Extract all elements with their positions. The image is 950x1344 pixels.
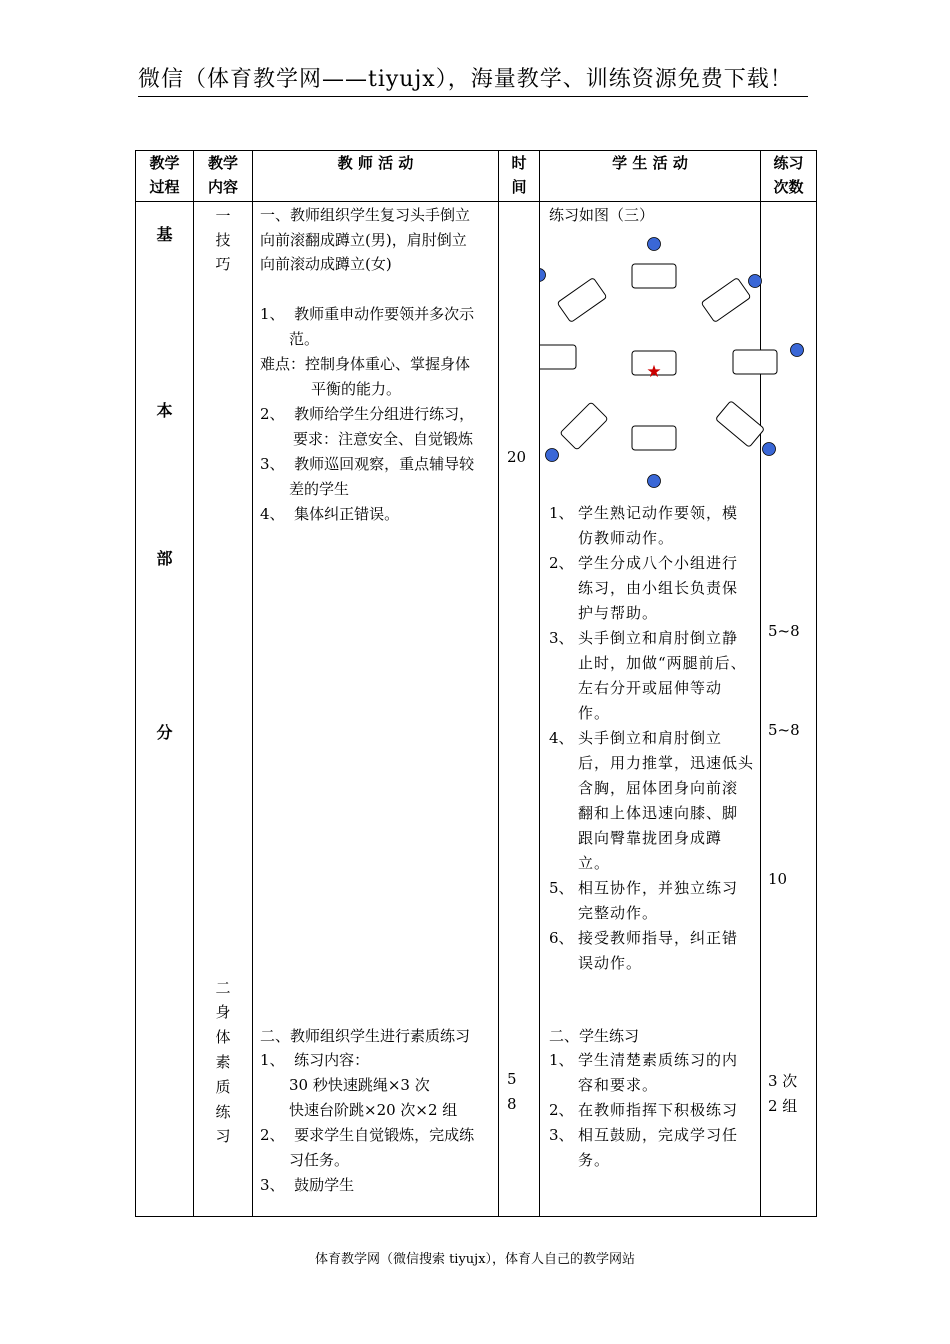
teacher-item: 1、 教师重申动作要领并多次示 bbox=[260, 305, 475, 323]
student-item-line: 护与帮助。 bbox=[578, 604, 659, 622]
header-process bbox=[136, 151, 194, 202]
teacher-difficulty: 难点：控制身体重心、掌握身体 bbox=[260, 355, 471, 373]
page-header-title: 微信（体育教学网——tiyujx），海量教学、训练资源免费下载！ bbox=[138, 67, 793, 92]
teacher-intro-line: 向前滚动成蹲立(女) bbox=[260, 255, 392, 273]
student-item-line: 后，用力推掌，迅速低头 bbox=[578, 754, 755, 772]
header-student: 学 生 活 动 bbox=[540, 151, 761, 202]
student-item-line: 含胸，屈体团身向前滚 bbox=[578, 779, 739, 797]
student-cell bbox=[540, 202, 761, 1217]
page-footer: 体育教学网（微信搜索 tiyujx），体育人自己的教学网站 bbox=[314, 1252, 636, 1267]
header-reps-line1: 练习 bbox=[773, 154, 804, 172]
student-item-line: 练习，由小组长负责保 bbox=[578, 579, 739, 597]
teacher-item: 差的学生 bbox=[289, 480, 350, 498]
header-process-line2: 过程 bbox=[149, 178, 180, 196]
student-item-line: 相互鼓励，完成学习任 bbox=[578, 1126, 739, 1144]
student-item-line: 跟向臀靠拢团身成蹲 bbox=[578, 829, 723, 847]
mat bbox=[701, 278, 751, 323]
teacher2-subitem: 快速台阶跳×20 次×2 组 bbox=[289, 1101, 458, 1119]
time-value: 20 bbox=[507, 448, 527, 466]
teacher2-subitem: 30 秒快速跳绳×3 次 bbox=[289, 1076, 430, 1094]
teacher-intro-line: 一、教师组织学生复习头手倒立 bbox=[260, 206, 471, 224]
student-dot bbox=[648, 475, 661, 488]
header-teacher: 教 师 活 动 bbox=[253, 151, 499, 202]
content-char: 巧 bbox=[215, 255, 231, 273]
student-item-number: 6、 bbox=[549, 929, 574, 947]
teacher-intro-line: 向前滚翻成蹲立(男)，肩肘倒立 bbox=[260, 231, 467, 249]
student-item-line: 学生清楚素质练习的内 bbox=[578, 1051, 739, 1069]
header-content bbox=[194, 151, 253, 202]
student-item-line: 作。 bbox=[578, 704, 611, 722]
student-item-number: 2、 bbox=[549, 1101, 574, 1119]
student-item-line: 误动作。 bbox=[578, 954, 643, 972]
header-time bbox=[499, 151, 540, 202]
header-reps-line2: 次数 bbox=[773, 178, 804, 196]
student-item-line: 止时，加做“两腿前后、 bbox=[578, 654, 747, 672]
student2-intro: 二、学生练习 bbox=[549, 1027, 640, 1045]
student-item-line: 立。 bbox=[578, 854, 611, 872]
student-item-line: 学生熟记动作要领，模 bbox=[578, 504, 739, 522]
mat bbox=[540, 345, 576, 369]
content-cell bbox=[194, 202, 253, 1217]
process-char: 分 bbox=[156, 723, 173, 742]
table-header-row bbox=[136, 151, 817, 202]
student-dot bbox=[648, 238, 661, 251]
process-char: 本 bbox=[156, 401, 173, 420]
student-item-number: 1、 bbox=[549, 1051, 574, 1069]
student-item-line: 翻和上体迅速向膝、脚 bbox=[578, 804, 739, 822]
student-item-number: 1、 bbox=[549, 504, 574, 522]
student-dot bbox=[749, 275, 762, 288]
header-content-line2: 内容 bbox=[207, 178, 238, 196]
student-item-line: 容和要求。 bbox=[578, 1076, 659, 1094]
teacher-item: 3、 教师巡回观察，重点辅导较 bbox=[260, 455, 475, 473]
content-char: 练 bbox=[215, 1103, 231, 1121]
header-reps bbox=[761, 151, 817, 202]
teacher-item: 4、 集体纠正错误。 bbox=[260, 505, 400, 523]
reps-value: 2 组 bbox=[768, 1097, 798, 1115]
content-char: 素 bbox=[215, 1053, 231, 1071]
teacher-item: 2、 教师给学生分组进行练习， bbox=[260, 405, 475, 423]
reps-value: 3 次 bbox=[768, 1072, 798, 1090]
content-char: 技 bbox=[215, 231, 231, 249]
student-item-line: 在教师指挥下积极练习 bbox=[578, 1101, 739, 1119]
student-item-line: 头手倒立和肩肘倒立静 bbox=[578, 629, 739, 647]
header-content-line1: 教学 bbox=[207, 154, 238, 172]
table-body-row bbox=[136, 202, 817, 1217]
student-dot bbox=[540, 269, 546, 282]
reps-value: 5~8 bbox=[768, 622, 800, 640]
teacher2-item: 1、 练习内容： bbox=[260, 1051, 370, 1069]
header-underline bbox=[138, 96, 808, 97]
mat bbox=[715, 401, 764, 448]
header-process-line1: 教学 bbox=[149, 154, 180, 172]
teacher2-item: 2、 要求学生自觉锻炼，完成练 bbox=[260, 1126, 475, 1144]
student-item-number: 5、 bbox=[549, 879, 574, 897]
teacher2-item: 习任务。 bbox=[289, 1151, 350, 1169]
student-item-number: 3、 bbox=[549, 1126, 574, 1144]
student-item-line: 务。 bbox=[578, 1151, 611, 1169]
content-char: 一 bbox=[215, 207, 231, 225]
mat bbox=[560, 402, 608, 450]
teacher-cell bbox=[253, 202, 499, 1217]
content-char: 质 bbox=[215, 1078, 231, 1096]
student-item-line: 左右分开或屈伸等动 bbox=[578, 679, 723, 697]
teacher2-intro: 二、教师组织学生进行素质练习 bbox=[260, 1027, 471, 1045]
process-cell bbox=[136, 202, 194, 1217]
student-item-line: 接受教师指导，纠正错 bbox=[578, 929, 739, 947]
student-item-number: 4、 bbox=[549, 729, 574, 747]
reps-value: 10 bbox=[768, 870, 788, 888]
student-dot bbox=[546, 449, 559, 462]
teacher-item: 范。 bbox=[289, 330, 320, 348]
time-cell bbox=[499, 202, 540, 1217]
diagram-caption: 练习如图（三） bbox=[549, 206, 655, 224]
content-char: 身 bbox=[215, 1003, 231, 1021]
teacher-star-icon: ★ bbox=[646, 362, 662, 382]
student-item-number: 3、 bbox=[549, 629, 574, 647]
teacher-difficulty: 平衡的能力。 bbox=[311, 380, 402, 398]
header-time-line1: 时 bbox=[511, 154, 527, 172]
content-char: 体 bbox=[215, 1028, 231, 1046]
student-item-line: 仿教师动作。 bbox=[578, 529, 675, 547]
time-value: 8 bbox=[507, 1095, 517, 1113]
time-value: 5 bbox=[507, 1070, 517, 1088]
student-item-line: 头手倒立和肩肘倒立 bbox=[578, 729, 723, 747]
process-char: 基 bbox=[156, 225, 173, 244]
content-char: 二 bbox=[215, 979, 231, 997]
student-item-number: 2、 bbox=[549, 554, 574, 572]
header-time-line2: 间 bbox=[511, 178, 527, 196]
teacher-item: 要求：注意安全、自觉锻炼 bbox=[293, 430, 474, 448]
lesson-plan-table bbox=[135, 150, 817, 1217]
student-item-line: 完整动作。 bbox=[578, 904, 659, 922]
process-char: 部 bbox=[156, 549, 173, 568]
student-item-line: 相互协作，并独立练习 bbox=[578, 879, 739, 897]
mat bbox=[632, 264, 676, 288]
mat bbox=[632, 426, 676, 450]
content-char: 习 bbox=[215, 1127, 231, 1145]
reps-cell bbox=[761, 202, 817, 1217]
student-item-line: 学生分成八个小组进行 bbox=[578, 554, 739, 572]
mat bbox=[557, 278, 607, 323]
reps-value: 5~8 bbox=[768, 721, 800, 739]
teacher2-item: 3、 鼓励学生 bbox=[260, 1176, 355, 1194]
